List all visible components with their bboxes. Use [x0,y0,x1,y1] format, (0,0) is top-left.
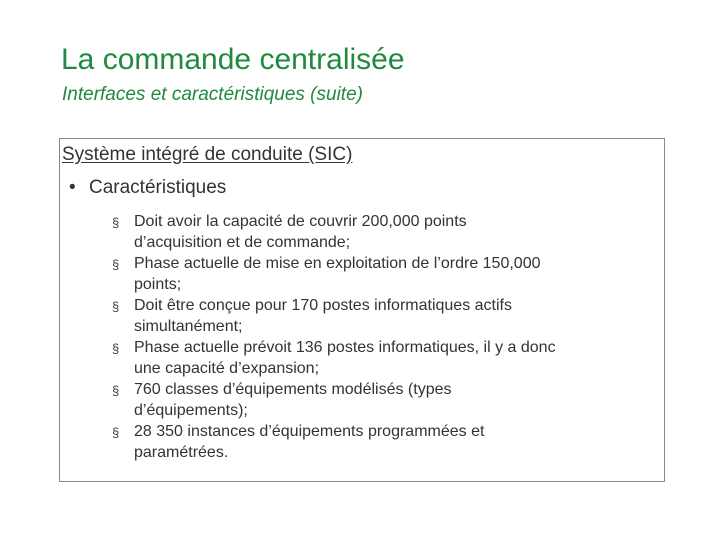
item-line-1: Doit avoir la capacité de couvrir 200,000 points [134,213,467,230]
item-line-2: d’équipements); [134,402,248,419]
slide-title: La commande centralisée [61,43,405,76]
item-line-1: Phase actuelle prévoit 136 postes informatiques, il y a donc [134,339,556,356]
section-bullet-icon: § [112,257,120,272]
list-item [112,379,664,421]
slide-subtitle: Interfaces et caractéristiques (suite) [62,84,363,105]
list-item [112,421,664,463]
item-line-2: simultanément; [134,318,243,335]
item-line-1: 760 classes d’équipements modélisés (types [134,381,452,398]
item-line-2: d’acquisition et de commande; [134,234,351,251]
list-item [112,211,664,253]
item-line-1: 28 350 instances d’équipements programmées et [134,423,485,440]
bullet-dot-icon: • [69,177,76,198]
box-heading: Système intégré de conduite (SIC) [62,144,353,165]
list-item [112,295,664,337]
section-bullet-icon: § [112,215,120,230]
item-line-2: une capacité d’expansion; [134,360,320,377]
item-line-1: Doit être conçue pour 170 postes informatiques actifs [134,297,512,314]
item-line-1: Phase actuelle de mise en exploitation de l’ordre 150,000 [134,255,541,272]
list-item [112,337,664,379]
list-item [112,253,664,295]
section-bullet-icon: § [112,383,120,398]
item-line-2: paramétrées. [134,444,229,461]
section-bullet-icon: § [112,341,120,356]
section-bullet-icon: § [112,299,120,314]
content-box [59,138,665,482]
section-bullet-icon: § [112,425,120,440]
sub-bullet-list [112,211,664,463]
level1-bullet-item [69,176,226,200]
item-line-2: points; [134,276,182,293]
level1-text: Caractéristiques [89,177,227,198]
